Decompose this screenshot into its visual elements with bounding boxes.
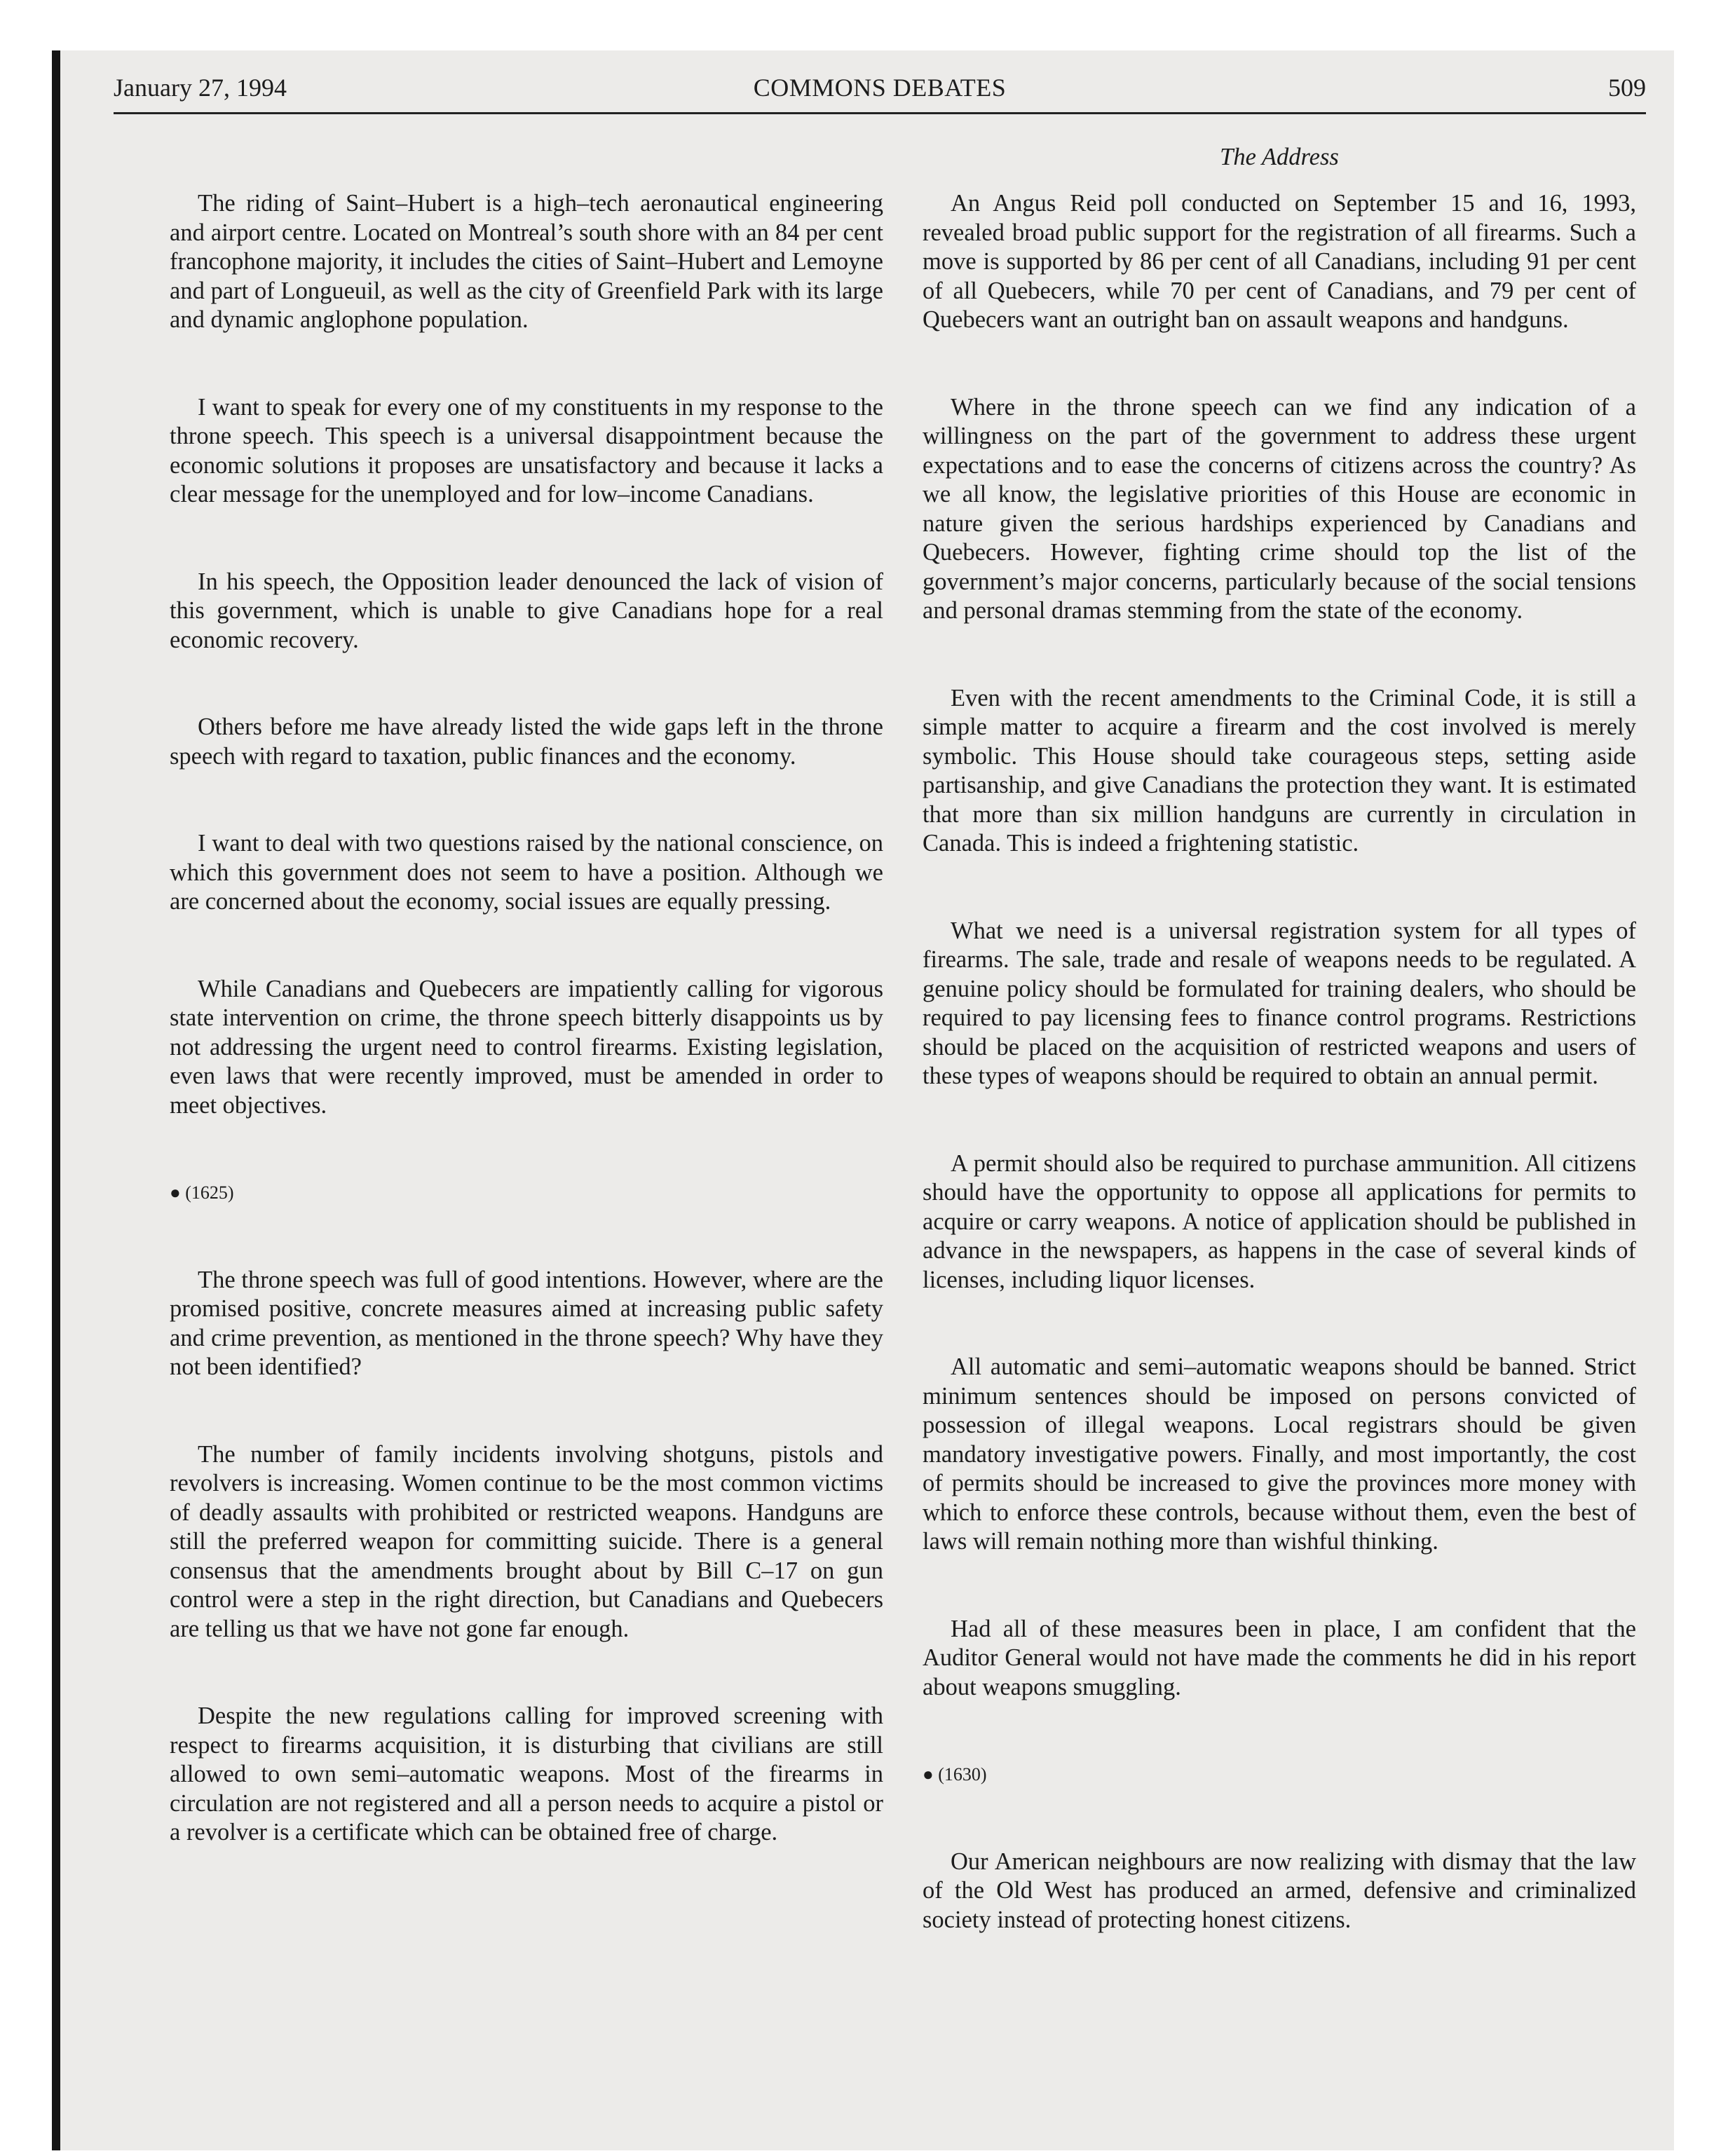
paragraph: An Angus Reid poll conducted on September 15 and 16, 1993, revealed broad public support for the registration of all firearms. Such a move is supported by 86 per cent of all Canadians, including 91 per cent of all Quebecers, while 70 per cent of Canadians, and 79 per cent of Quebecers want an outright ban on assault weapons and handguns.	[923, 190, 1636, 333]
paragraph: Despite the new regulations calling for improved screening with respect to firearms acquisition, it is disturbing that civilians are still allowed to own semi–automatic weapons. Most of the firearms in circulation are not registered and all a person needs to acquire a pistol or a revolver is a certificate which can be obtained free of charge.	[170, 1703, 883, 1845]
paragraph: The number of family incidents involving shotguns, pistols and revolvers is increasing. Women continue to be the most common victims of deadly assaults with prohibited or restricted weapons. Handguns are still the preferred weapon for committing suicide. There is a general consensus that the amendments brought about by Bill C–17 on gun control were a step in the right direction, but Canadians and Quebecers are telling us that we have not gone far enough.	[170, 1440, 883, 1642]
page-header	[114, 70, 1646, 115]
paragraph: What we need is a universal registration system for all types of firearms. The sale, trade and resale of weapons needs to be regulated. A genuine policy should be formulated for training dealers, who should be required to pay licensing fees to finance control programs. Restrictions should be placed on the acquisition of restricted weapons and users of these types of weapons should be required to obtain an annual permit.	[923, 917, 1636, 1089]
scan-margin	[0, 0, 52, 2156]
right-column	[923, 189, 1636, 1993]
paragraph: The throne speech was full of good intentions. However, where are the promised positive, concrete measures aimed at increasing public safety and crime prevention, as mentioned in the throne speech? Why have they not been identified?	[170, 1266, 883, 1380]
paragraph: I want to deal with two questions raised by the national conscience, on which this government does not seem to have a position. Although we are concerned about the economy, social issues are equally pressing.	[170, 830, 883, 915]
header-page-number: 509	[1608, 74, 1646, 102]
paragraph: Had all of these measures been in place, I am confident that the Auditor General would not have made the comments he did in his report about weapons smuggling.	[923, 1615, 1636, 1700]
paragraph: In his speech, the Opposition leader denounced the lack of vision of this government, which is unable to give Canadians hope for a real economic recovery.	[170, 568, 883, 653]
time-marker: ● (1625)	[170, 1182, 234, 1203]
paragraph: While Canadians and Quebecers are impatiently calling for vigorous state intervention on crime, the throne speech bitterly disappoints us by not addressing the urgent need to control firearms. Existing legislation, even laws that were recently improved, must be amended in order to meet objectives.	[170, 975, 883, 1119]
paragraph: I want to speak for every one of my constituents in my response to the throne speech. This speech is a universal disappointment because the economic solutions it proposes are unsatisfactory and because it lacks a clear message for the unemployed and for low–income Canadians.	[170, 393, 883, 507]
paragraph: Even with the recent amendments to the Criminal Code, it is still a simple matter to acquire a firearm and the cost involved is merely symbolic. This House should take courageous steps, setting aside partisanship, and give Canadians the protection they want. It is estimated that more than six million handguns are currently in circulation in Canada. This is indeed a frightening statistic.	[923, 684, 1636, 857]
paragraph: A permit should also be required to purchase ammunition. All citizens should have the opportunity to oppose all applications for permits to acquire or carry weapons. A notice of application should be published in advance in the newspapers, as happens in the case of several kinds of licenses, including liquor licenses.	[923, 1149, 1636, 1293]
paragraph: Others before me have already listed the wide gaps left in the throne speech with regard to taxation, public finances and the economy.	[170, 714, 883, 770]
scan-binding-edge	[52, 50, 60, 2150]
running-head: The Address	[1220, 144, 1339, 170]
paragraph: Where in the throne speech can we find any indication of a willingness on the part of the government to address these urgent expectations and to ease the concerns of citizens across the country? As we all know, the legislative priorities of this House are economic in nature given the serious hardships experienced by Canadians and Quebecers. However, fighting crime should top the list of the government’s major concerns, particularly because of the social tensions and personal dramas stemming from the state of the economy.	[923, 393, 1636, 624]
header-date: January 27, 1994	[114, 74, 287, 102]
paragraph: Our American neighbours are now realizing with dismay that the law of the Old West has produced an armed, defensive and criminalized society instead of protecting honest citizens.	[923, 1848, 1636, 1933]
header-rule	[114, 112, 1646, 114]
paragraph: All automatic and semi–automatic weapons should be banned. Strict minimum sentences should be imposed on persons convicted of possession of illegal weapons. Local registrars should be given mandatory investigative powers. Finally, and most importantly, the cost of permits should be increased to give the provinces more money with which to enforce these controls, because without them, even the best of laws will remain nothing more than wishful thinking.	[923, 1353, 1636, 1555]
time-marker: ● (1630)	[923, 1764, 987, 1785]
paragraph: The riding of Saint–Hubert is a high–tech aeronautical engineering and airport centre. Located on Montreal’s south shore with an 84 per cent francophone majority, it includes the cities of Saint–Hubert and Lemoyne and part of Longueuil, as well as the city of Greenfield Park with its large and dynamic anglophone population.	[170, 190, 883, 333]
left-column	[170, 189, 883, 1906]
header-title: COMMONS DEBATES	[753, 74, 1007, 102]
